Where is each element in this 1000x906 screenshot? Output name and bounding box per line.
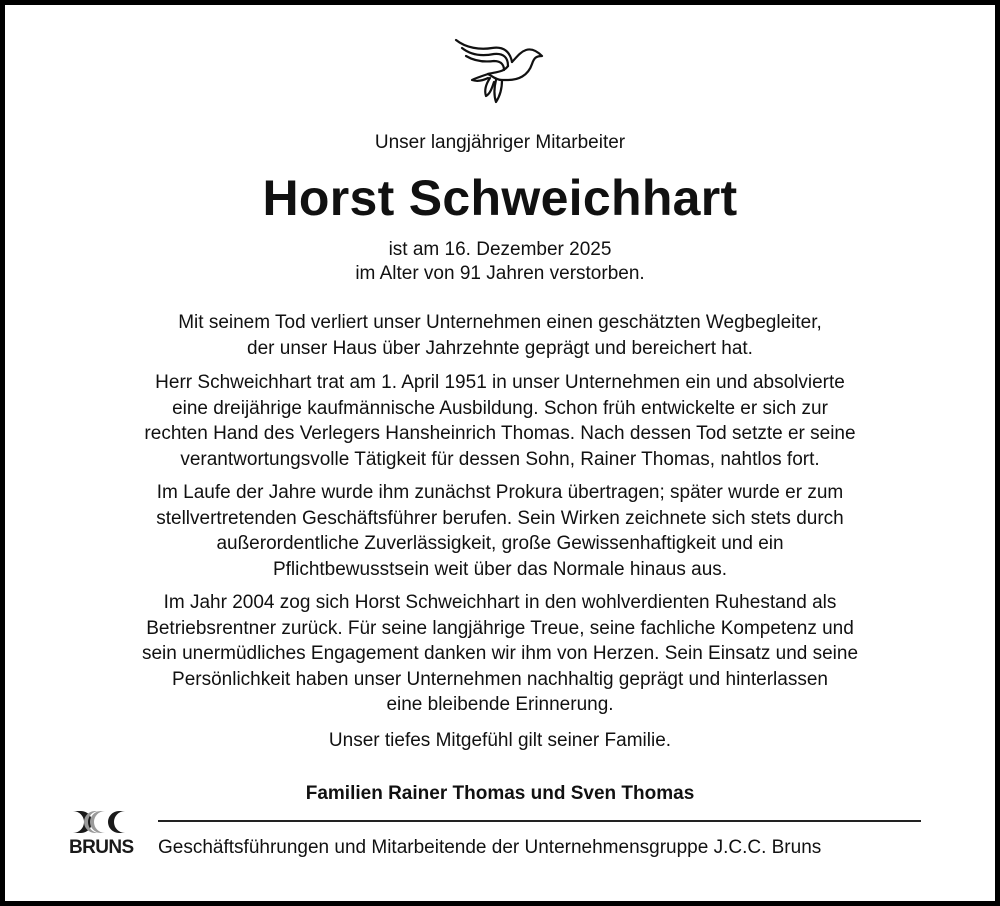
text-line: Im Jahr 2004 zog sich Horst Schweichhart in den wohlverdienten Ruhestand als: [163, 592, 837, 613]
company-logo: [69, 807, 134, 863]
paragraph-4: [0, 590, 1000, 718]
date-of-death: [0, 238, 1000, 286]
text-line: Mit seinem Tod verliert unser Unternehmen einen geschätzten Wegbegleiter,: [178, 312, 822, 333]
text-line: Herr Schweichhart trat am 1. April 1951 in unser Unternehmen ein und absolvierte: [155, 372, 845, 393]
paragraph-5: [0, 728, 1000, 754]
paragraph-3: [0, 480, 1000, 582]
paragraph-2: [0, 370, 1000, 472]
logo-text: BRUNS: [69, 837, 134, 858]
text-line: Betriebsrentner zurück. Für seine langjährige Treue, seine fachliche Kompetenz und: [146, 617, 854, 639]
text-line: Im Laufe der Jahre wurde ihm zunächst Prokura übertragen; später wurde er zum: [156, 482, 844, 503]
signature: Familien Rainer Thomas und Sven Thomas: [305, 783, 695, 804]
text-line: der unser Haus über Jahrzehnte geprägt und bereichert hat.: [247, 337, 753, 359]
text-line: Pflichtbewusstsein weit über das Normale hinaus aus.: [272, 558, 728, 580]
text-line: eine dreijährige kaufmännische Ausbildung. Schon früh entwickelte er sich zur: [172, 397, 828, 419]
divider: [158, 820, 921, 822]
intro-line: Unser langjähriger Mitarbeiter: [374, 132, 626, 153]
age-line: im Alter von 91 Jahren verstorben.: [355, 263, 645, 284]
footer-text: Geschäftsführungen und Mitarbeitende der Unternehmensgruppe J.C.C. Bruns: [158, 837, 822, 858]
text-line: eine bleibende Erinnerung.: [386, 694, 614, 715]
text-line: stellvertretenden Geschäftsführer berufen. Sein Wirken zeichnete sich stets durch: [156, 507, 844, 529]
deceased-name: Horst Schweichhart: [262, 170, 738, 226]
text-line: außerordentliche Zuverlässigkeit, große Gewissenhaftigkeit und ein: [216, 533, 784, 554]
text-line: Unser tiefes Mitgefühl gilt seiner Familie.: [328, 730, 672, 751]
dove-icon: [452, 36, 548, 104]
jcc-bruns-logo-icon: [69, 807, 131, 837]
text-line: sein unermüdliches Engagement danken wir ihm von Herzen. Sein Einsatz und seine: [141, 643, 859, 664]
text-line: rechten Hand des Verlegers Hansheinrich Thomas. Nach dessen Tod setzte er seine: [144, 423, 856, 444]
date-line: ist am 16. Dezember 2025: [388, 239, 612, 260]
text-line: Persönlichkeit haben unser Unternehmen nachhaltig geprägt und hinterlassen: [172, 668, 828, 690]
text-line: verantwortungsvolle Tätigkeit für dessen Sohn, Rainer Thomas, nahtlos fort.: [180, 448, 820, 470]
paragraph-1: [0, 310, 1000, 361]
